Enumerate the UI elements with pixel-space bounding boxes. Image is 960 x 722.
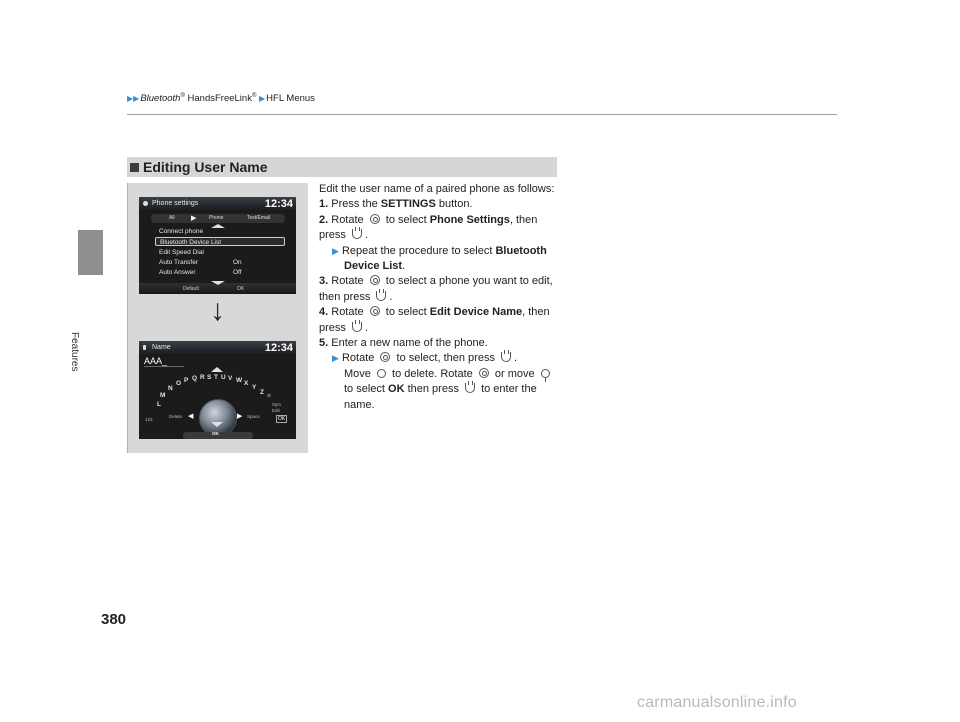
step-2-sub <box>319 244 564 275</box>
menu-item-edit-speed-dial <box>155 248 285 257</box>
step-number: 4. <box>319 306 329 319</box>
letter-key: P <box>184 377 189 384</box>
step-3 <box>319 274 564 305</box>
space-key: Space <box>247 414 260 419</box>
letter-key: Y <box>252 384 257 391</box>
press-knob-icon <box>352 229 362 239</box>
press-knob-icon <box>465 383 475 393</box>
phone-icon <box>143 201 148 206</box>
letter-key: X <box>244 380 249 387</box>
move-down-icon <box>541 369 550 378</box>
breadcrumb-reg-2: ® <box>251 93 257 99</box>
screen-title: Phone settings <box>152 200 199 207</box>
header-rule <box>127 114 837 115</box>
phone-settings-label: Phone Settings <box>429 213 510 226</box>
letter-key: R <box>200 374 205 381</box>
scroll-down-icon <box>211 281 225 285</box>
step-text: to select a phone you want to edit, then press <box>319 275 553 303</box>
step-2 <box>319 213 564 244</box>
menu-value: On <box>233 259 242 266</box>
press-knob-icon <box>352 322 362 332</box>
step-number: 2. <box>319 213 329 226</box>
phone-icon <box>143 345 146 350</box>
step-text: , then press <box>319 213 538 242</box>
menu-label: Edit Speed Dial <box>159 249 204 256</box>
breadcrumb-arrow-icon: ▶▶ <box>127 94 140 104</box>
screen-title: Name <box>152 344 171 351</box>
letter-key: U <box>221 374 226 381</box>
edit-key: Edit <box>272 408 280 413</box>
step-text: to select <box>344 383 389 396</box>
left-arrow-icon: ◀ <box>188 413 194 420</box>
tab-text-email: Text/Email <box>247 215 271 221</box>
section-title: Editing User Name <box>143 159 268 175</box>
edit-device-name-label: Edit Device Name <box>429 306 523 319</box>
square-bullet-icon <box>130 163 139 172</box>
step-text: Rotate <box>331 213 367 226</box>
step-5 <box>319 336 564 351</box>
step-1 <box>319 197 564 212</box>
down-arrow-icon: ↓ <box>210 294 225 327</box>
step-text: to delete. Rotate <box>388 367 476 380</box>
mode-key: 123 <box>145 417 153 422</box>
step-text: to select <box>382 306 430 319</box>
phone-settings-screen <box>139 197 296 294</box>
name-entry-screen <box>139 341 296 439</box>
instructions <box>319 182 564 413</box>
letter-key: O <box>176 380 182 387</box>
menu-value: Off <box>233 269 242 276</box>
side-tab-marker <box>78 230 103 275</box>
step-text: . <box>364 229 369 242</box>
screen-header <box>139 341 296 356</box>
step-number: 3. <box>319 275 329 288</box>
watermark: carmanualsonline.info <box>637 694 797 711</box>
breadcrumb <box>127 93 315 104</box>
letter-key: S <box>207 374 212 381</box>
step-text: , then press <box>319 306 550 334</box>
name-input-field: AAA_ <box>144 356 184 367</box>
step-number: 5. <box>319 337 329 350</box>
screen-header <box>139 197 296 212</box>
step-text: Move <box>344 367 374 380</box>
menu-item-auto-transfer <box>155 258 285 267</box>
move-left-icon <box>377 369 386 378</box>
step-text: . <box>402 260 406 273</box>
press-knob-icon <box>501 352 511 362</box>
step-text: then press <box>404 383 463 396</box>
step-number: 1. <box>319 198 329 211</box>
breadcrumb-arrow-icon: ▶ <box>259 94 266 104</box>
letter-key: V <box>228 375 233 382</box>
ok-label: OK <box>388 383 405 396</box>
letter-key: Q <box>192 375 198 382</box>
press-knob-icon <box>376 291 386 301</box>
step-text: to select, then press <box>393 352 499 365</box>
menu-label: Auto Answer <box>159 269 196 276</box>
page-number: 380 <box>101 611 127 628</box>
menu-item-auto-answer <box>155 268 285 277</box>
menu-label: Auto Transfer <box>159 259 199 266</box>
menu-label: Connect phone <box>159 228 204 235</box>
clock: 12:34 <box>264 342 293 354</box>
step-text: or move <box>491 367 538 380</box>
section-heading <box>127 157 557 177</box>
letter-key: L <box>157 401 161 408</box>
letter-key: M <box>160 392 166 399</box>
up-arrow-icon <box>211 367 223 372</box>
letter-key: Z <box>260 389 264 396</box>
side-tab-label: Features <box>69 332 80 372</box>
footer-ok: OK <box>237 286 245 292</box>
step-text: to select <box>382 213 430 226</box>
intro-text: Edit the user name of a paired phone as follows: <box>319 183 555 195</box>
step-text: Rotate <box>331 275 367 288</box>
letter-key: T <box>214 374 218 381</box>
tab-all: All <box>169 215 175 221</box>
menu-item-connect-phone <box>155 227 285 236</box>
breadcrumb-hfl-menus: HFL Menus <box>266 93 315 105</box>
rotate-knob-icon <box>370 275 380 285</box>
step-4 <box>319 305 564 336</box>
step-text: . <box>389 290 393 303</box>
step-text: . <box>364 321 369 334</box>
letter-key: N <box>168 385 173 392</box>
down-arrow-icon <box>211 422 223 427</box>
sym-key: Sym <box>272 402 281 407</box>
clock: 12:34 <box>264 198 293 210</box>
rotate-knob-icon <box>370 306 380 316</box>
bluetooth-device-list-label: Bluetooth Device List <box>344 244 547 273</box>
ok-key-small: OK <box>278 416 286 422</box>
tab-bar <box>151 214 285 223</box>
step-text: Rotate <box>331 306 367 319</box>
step-text: Press the <box>331 198 381 211</box>
tab-phone: Phone <box>209 215 224 221</box>
ok-key: OK <box>212 431 219 436</box>
step-text: button. <box>435 198 473 211</box>
rotate-knob-icon <box>370 214 380 224</box>
panel-border <box>127 183 128 453</box>
menu-label: Bluetooth Device List <box>160 239 222 246</box>
tab-arrow-icon: ▶ <box>191 215 197 222</box>
rotate-knob-icon <box>479 368 489 378</box>
menu-item-bluetooth-device-list <box>155 237 285 246</box>
step-text: . <box>514 352 518 365</box>
sub-step-arrow-icon: ▶ <box>332 245 339 256</box>
letter-key: W <box>236 377 243 384</box>
step-text: Enter a new name of the phone. <box>331 337 488 350</box>
step-text: to enter the name. <box>344 383 537 411</box>
settings-gear-icon: ⚙ <box>267 393 272 398</box>
footer-default: Default <box>183 286 199 292</box>
delete-key: Delete <box>169 414 183 419</box>
breadcrumb-handsfreelink: HandsFreeLink <box>184 93 252 105</box>
breadcrumb-bluetooth: Bluetooth <box>140 93 181 105</box>
step-text: Rotate <box>341 352 378 365</box>
step-text: Repeat the procedure to select <box>341 244 496 257</box>
right-arrow-icon: ▶ <box>237 413 243 420</box>
sub-step-arrow-icon: ▶ <box>332 353 339 364</box>
step-5-sub <box>319 351 564 413</box>
breadcrumb-reg-1: ® <box>180 93 185 99</box>
rotate-knob-icon <box>380 352 390 362</box>
settings-button-label: SETTINGS <box>380 198 436 211</box>
